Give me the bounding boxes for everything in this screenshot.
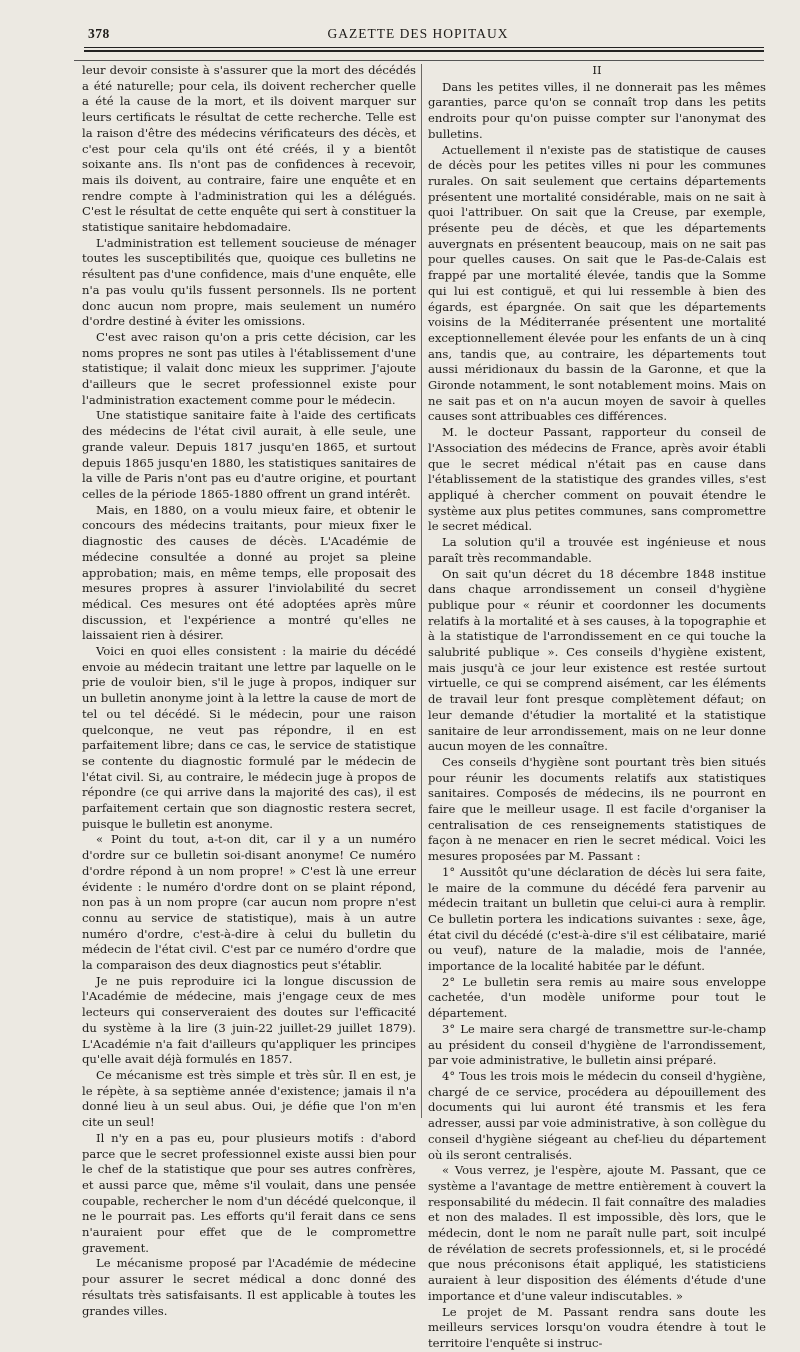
paragraph: Il n'y en a pas eu, pour plusieurs motifs : d'abord parce que le secret professionnel existe aussi bien pour le chef de la statistique que pour ses autres confrères, et aussi parce que, même s'il voulait, dans une pensée coupable, rechercher le nom d'un décédé quelconque, il ne le pourrait pas. Les efforts qu'il ferait dans ce sens n'auraient pour effet que de le compromettre gravement. bbox=[82, 1130, 416, 1255]
column-divider bbox=[421, 64, 422, 1118]
paragraph: Dans les petites villes, il ne donnerait pas les mêmes garanties, parce qu'on se connaît trop dans les petits endroits pour qu'on puisse compter sur l'anonymat des bulletins. bbox=[428, 79, 766, 141]
paragraph: 4° Tous les trois mois le médecin du conseil d'hygiène, chargé de ce service, procédera au dépouillement des documents qui lui auront été transmis et les fera adresser, aussi par voie administrative, à son collègue du conseil d'hygiène siégeant au chef-lieu du département où ils seront centralisés. bbox=[428, 1069, 766, 1162]
header-rule-thin bbox=[84, 47, 764, 48]
header-rule-thick bbox=[84, 50, 764, 52]
paragraph: Mais, en 1880, on a voulu mieux faire, et obtenir le concours des médecins traitants, pour mieux fixer le diagnostic des causes de décès. L'Académie de médecine consultée a donné au projet sa pleine approbation; mais, en même temps, elle proposait des mesures propres à assurer l'inviolabilité du secret médical. Ces mesures ont été adoptées après mûre discussion, et l'expérience a montré qu'elles ne laissaient rien à désirer. bbox=[82, 502, 416, 643]
paragraph: Le projet de M. Passant rendra sans doute les meilleurs services lorsqu'on voudra étendre à tout le territoire l'enquête si instruc- bbox=[428, 1304, 766, 1350]
paragraph: M. le docteur Passant, rapporteur du conseil de l'Association des médecins de France, après avoir établi que le secret médical n'était pas en cause dans l'établissement de la statistique des grandes villes, s'est appliqué à chercher comment on pouvait étendre le système aux plus petites communes, sans compromettre le secret médical. bbox=[428, 425, 766, 534]
paragraph: Ces conseils d'hygiène sont pourtant très bien situés pour réunir les documents relatifs aux statistiques sanitaires. Composés de médecins, ils ne pourront en faire que le meilleur usage. Il est facile d'organiser la centralisation de ces renseignements statistiques de façon à ne menacer en rien le secret médical. Voici les mesures proposées par M. Passant : bbox=[428, 754, 766, 864]
paragraph: Actuellement il n'existe pas de statistique de causes de décès pour les petites villes ni pour les communes rurales. On sait seulement que certains départements présentent une mortalité considérable, mais on ne sait à quoi l'attribuer. On sait que la Creuse, par exemple, présente peu de décès, et que les départements auvergnats en présentent beaucoup, mais on ne sait pas pour quelles causes. On sait que le Pas-de-Calais est frappé par une mortalité élevée, tandis que la Somme qui lui est contiguë, et qui lui ressemble à bien des égards, est épargnée. On sait que les départements voisins de la Méditerranée présentent une mortalité exceptionnellement élevée pour les enfants de un à cinq ans, tandis que, au contraire, les départements tout aussi méridionaux du bassin de la Garonne, et que la Gironde notamment, le sont notablement moins. Mais on ne sait pas et on n'a aucun moyen de savoir à quelles causes sont attribuables ces différences. bbox=[428, 142, 766, 424]
paragraph: 2° Le bulletin sera remis au maire sous enveloppe cachetée, d'un modèle uniforme pour tout le département. bbox=[428, 974, 766, 1021]
journal-title: GAZETTE DES HOPITAUX bbox=[327, 26, 509, 41]
paragraph: La solution qu'il a trouvée est ingénieuse et nous paraît très recommandable. bbox=[428, 535, 766, 565]
paragraph: Voici en quoi elles consistent : la mairie du décédé envoie au médecin traitant une lettre par laquelle on le prie de vouloir bien, s'il le juge à propos, indiquer sur un bulletin anonyme joint à la lettre la cause de mort de tel ou tel décédé. Si le médecin, pour une raison quelconque, ne veut pas répondre, il en est parfaitement libre; dans ce cas, le service de statistique se contente du diagnostic formulé par le médecin de l'état civil. Si, au contraire, le médecin juge à propos de répondre (ce qui arrive dans la majorité des cas), il est parfaitement certain que son diagnostic restera secret, puisque le bulletin est anonyme. bbox=[82, 644, 416, 831]
right-column bbox=[428, 63, 766, 1352]
paragraph: Je ne puis reproduire ici la longue discussion de l'Académie de médecine, mais j'engage ceux de mes lecteurs qui conserveraient des doutes sur l'efficacité du système à la lire (3 juin-22 juillet-29 juillet 1879). L'Académie n'a fait d'ailleurs qu'appliquer les principes qu'elle avait déjà formulés en 1857. bbox=[82, 973, 416, 1067]
paragraph: C'est avec raison qu'on a pris cette décision, car les noms propres ne sont pas utiles à l'établissement d'une statistique; il valait donc mieux les supprimer. J'ajoute d'ailleurs que le secret professionnel existe pour l'administration exactement comme pour le médecin. bbox=[82, 329, 416, 407]
paragraph: On sait qu'un décret du 18 décembre 1848 institue dans chaque arrondissement un conseil d'hygiène publique pour « réunir et coordonner les documents relatifs à la mortalité et à ses causes, à la topographie et à la statistique de l'arrondissement en ce qui touche la salubrité publique ». Ces conseils d'hygiène existent, mais jusqu'à ce jour leur existence est restée surtout virtuelle, ce qui se comprend aisément, car les éléments de travail leur font presque complètement défaut; on leur demande d'étudier la mortalité et la statistique sanitaire de leur arrondissement, mais on ne leur donne aucun moyen de les connaître. bbox=[428, 566, 766, 754]
page-number: 378 bbox=[88, 26, 110, 41]
paragraph: 1° Aussitôt qu'une déclaration de décès lui sera faite, le maire de la commune du décédé fera parvenir au médecin traitant un bulletin que celui-ci aura à remplir. Ce bulletin portera les indications suivantes : sexe, âge, état civil du décédé (c'est-à-dire s'il est célibataire, marié ou veuf), nature de la maladie, mois de l'année, importance de la localité habitée par le défunt. bbox=[428, 864, 767, 974]
paragraph: L'administration est tellement soucieuse de ménager toutes les susceptibilités que, quoique ces bulletins ne résultent pas d'une confidence, mais d'une enquête, elle n'a pas voulu qu'ils fussent personnels. Ils ne portent donc aucun nom propre, mais seulement un numéro d'ordre destiné à éviter les omissions. bbox=[82, 235, 416, 329]
paragraph: Ce mécanisme est très simple et très sûr. Il en est, je le répète, à sa septième année d'existence; jamais il n'a donné lieu à un seul abus. Oui, je défie que l'on m'en cite un seul! bbox=[82, 1068, 416, 1130]
page-header bbox=[76, 26, 760, 46]
paragraph: « Point du tout, a-t-on dit, car il y a un numéro d'ordre sur ce bulletin soi-disant anonyme! Ce numéro d'ordre répond à un nom propre! » C'est là une erreur évidente : le numéro d'ordre dont on se plaint répond, non pas à un nom propre (car aucun nom propre n'est connu au service de statistique), mais à un autre numéro d'ordre, c'est-à-dire à celui du bulletin du médecin de l'état civil. C'est par ce numéro d'ordre que la comparaison des deux diagnostics peut s'établir. bbox=[82, 832, 416, 973]
paragraph: Une statistique sanitaire faite à l'aide des certificats des médecins de l'état civil aurait, à elle seule, une grande valeur. Depuis 1817 jusqu'en 1865, et surtout depuis 1865 jusqu'en 1880, les statistiques sanitaires de la ville de Paris n'ont pas eu d'autre origine, et pourtant celles de la période 1865-1880 offrent un grand intérêt. bbox=[82, 408, 416, 501]
left-column bbox=[82, 63, 416, 1319]
paragraph: Le mécanisme proposé par l'Académie de médecine pour assurer le secret médical a donc donné des résultats très satisfaisants. Il est applicable à toutes les grandes villes. bbox=[82, 1256, 416, 1318]
paragraph: « Vous verrez, je l'espère, ajoute M. Passant, que ce système a l'avantage de mettre entièrement à couvert la responsabilité du médecin. Il fait connaître des maladies et non des malades. Il est impossible, dès lors, que le médecin, dont le nom ne paraît nulle part, soit inculpé de révélation de secrets professionnels, et, si le procédé que nous préconisons était appliqué, les statisticiens auraient à leur disposition des éléments d'étude d'une importance et d'une valeur indiscutables. » bbox=[428, 1163, 766, 1303]
section-number: II bbox=[592, 63, 602, 77]
paragraph: leur devoir consiste à s'assurer que la mort des décédés a été naturelle; pour cela, ils doivent rechercher quelle a été la cause de la mort, et ils doivent marquer sur leurs certificats le résultat de cette recherche. Telle est la raison d'être des médecins vérificateurs des décès, et c'est pour cela qu'ils ont été créés, il y a bientôt soixante ans. Ils n'ont pas de confidences à recevoir, mais ils doivent, au contraire, faire une enquête et en rendre compte à l'administration qui les a délégués. C'est le résultat de cette enquête qui sert à constituer la statistique sanitaire hebdomadaire. bbox=[82, 63, 416, 235]
paragraph: 3° Le maire sera chargé de transmettre sur-le-champ au président du conseil d'hygiène de l'arrondissement, par voie administrative, le bulletin ainsi préparé. bbox=[428, 1021, 766, 1068]
header-rule-lower bbox=[74, 60, 764, 61]
